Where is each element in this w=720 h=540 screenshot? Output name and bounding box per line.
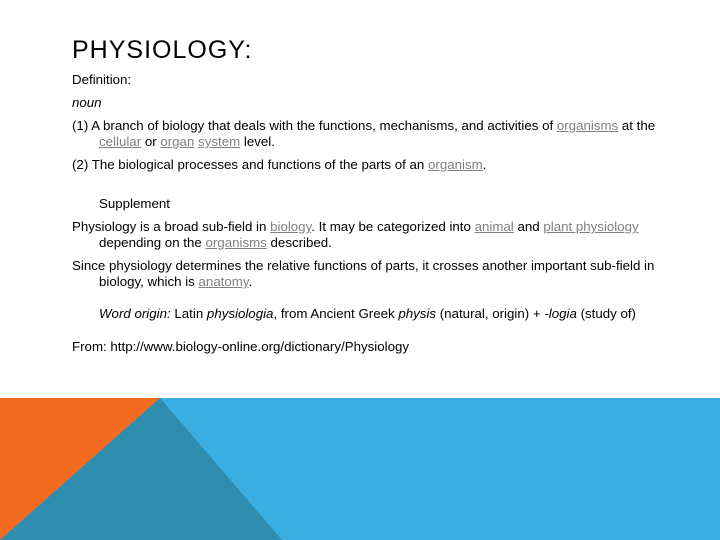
footer-shapes: [0, 398, 720, 540]
def1-text-e: level.: [240, 134, 275, 149]
origin-greek: physis: [398, 306, 437, 321]
supp1-text-e: described.: [266, 235, 332, 250]
spacer: [72, 180, 672, 196]
part-of-speech: noun: [72, 95, 102, 110]
link-system[interactable]: system: [198, 134, 241, 149]
definition-label: Definition:: [72, 72, 132, 87]
link-biology[interactable]: biology: [270, 219, 312, 234]
decorative-footer: [0, 398, 720, 540]
link-plant-physiology[interactable]: plant physiology: [543, 219, 639, 234]
def2-text-a: (2) The biological processes and functions of the parts of an: [72, 157, 429, 172]
origin-latin: physiologia: [206, 306, 274, 321]
origin-text-a: Latin: [170, 306, 207, 321]
supp2-text-a: Since physiology determines the relative functions of parts, it crosses another important sub-field in biology, which is: [72, 258, 655, 289]
def2-text-b: .: [482, 157, 487, 172]
def1-text-c: or: [141, 134, 161, 149]
supplement-2: [72, 258, 672, 290]
link-organisms[interactable]: organisms: [556, 118, 619, 133]
spacer: [72, 297, 672, 306]
source-line: From: http://www.biology-online.org/dictionary/Physiology: [72, 339, 410, 354]
origin-text-d: (study of): [576, 306, 636, 321]
link-organism[interactable]: organism: [428, 157, 483, 172]
def1-text-b: at the: [618, 118, 656, 133]
supplement-label: Supplement: [99, 196, 170, 211]
slide-title: PHYSIOLOGY:: [72, 36, 253, 64]
origin-text-c: (natural, origin) +: [436, 306, 545, 321]
link-organ[interactable]: organ: [160, 134, 195, 149]
supp1-text-b: . It may be categorized into: [311, 219, 475, 234]
supplement-1: [72, 219, 672, 251]
word-origin: [72, 306, 672, 322]
origin-text-b: , from Ancient Greek: [273, 306, 399, 321]
slide-body: [72, 72, 672, 362]
definition-2: [72, 157, 672, 173]
origin-label: Word origin:: [99, 306, 171, 321]
supp1-text-d: depending on the: [99, 235, 206, 250]
link-cellular[interactable]: cellular: [99, 134, 142, 149]
definition-1: [72, 118, 672, 150]
supp1-text-c: and: [513, 219, 544, 234]
spacer: [72, 329, 672, 339]
def1-text-a: (1) A branch of biology that deals with the functions, mechanisms, and activities of: [72, 118, 557, 133]
link-animal[interactable]: animal: [474, 219, 514, 234]
link-organisms-2[interactable]: organisms: [205, 235, 267, 250]
link-anatomy[interactable]: anatomy: [198, 274, 249, 289]
origin-suffix: -logia: [544, 306, 577, 321]
supp1-text-a: Physiology is a broad sub-field in: [72, 219, 271, 234]
supp2-text-b: .: [248, 274, 253, 289]
